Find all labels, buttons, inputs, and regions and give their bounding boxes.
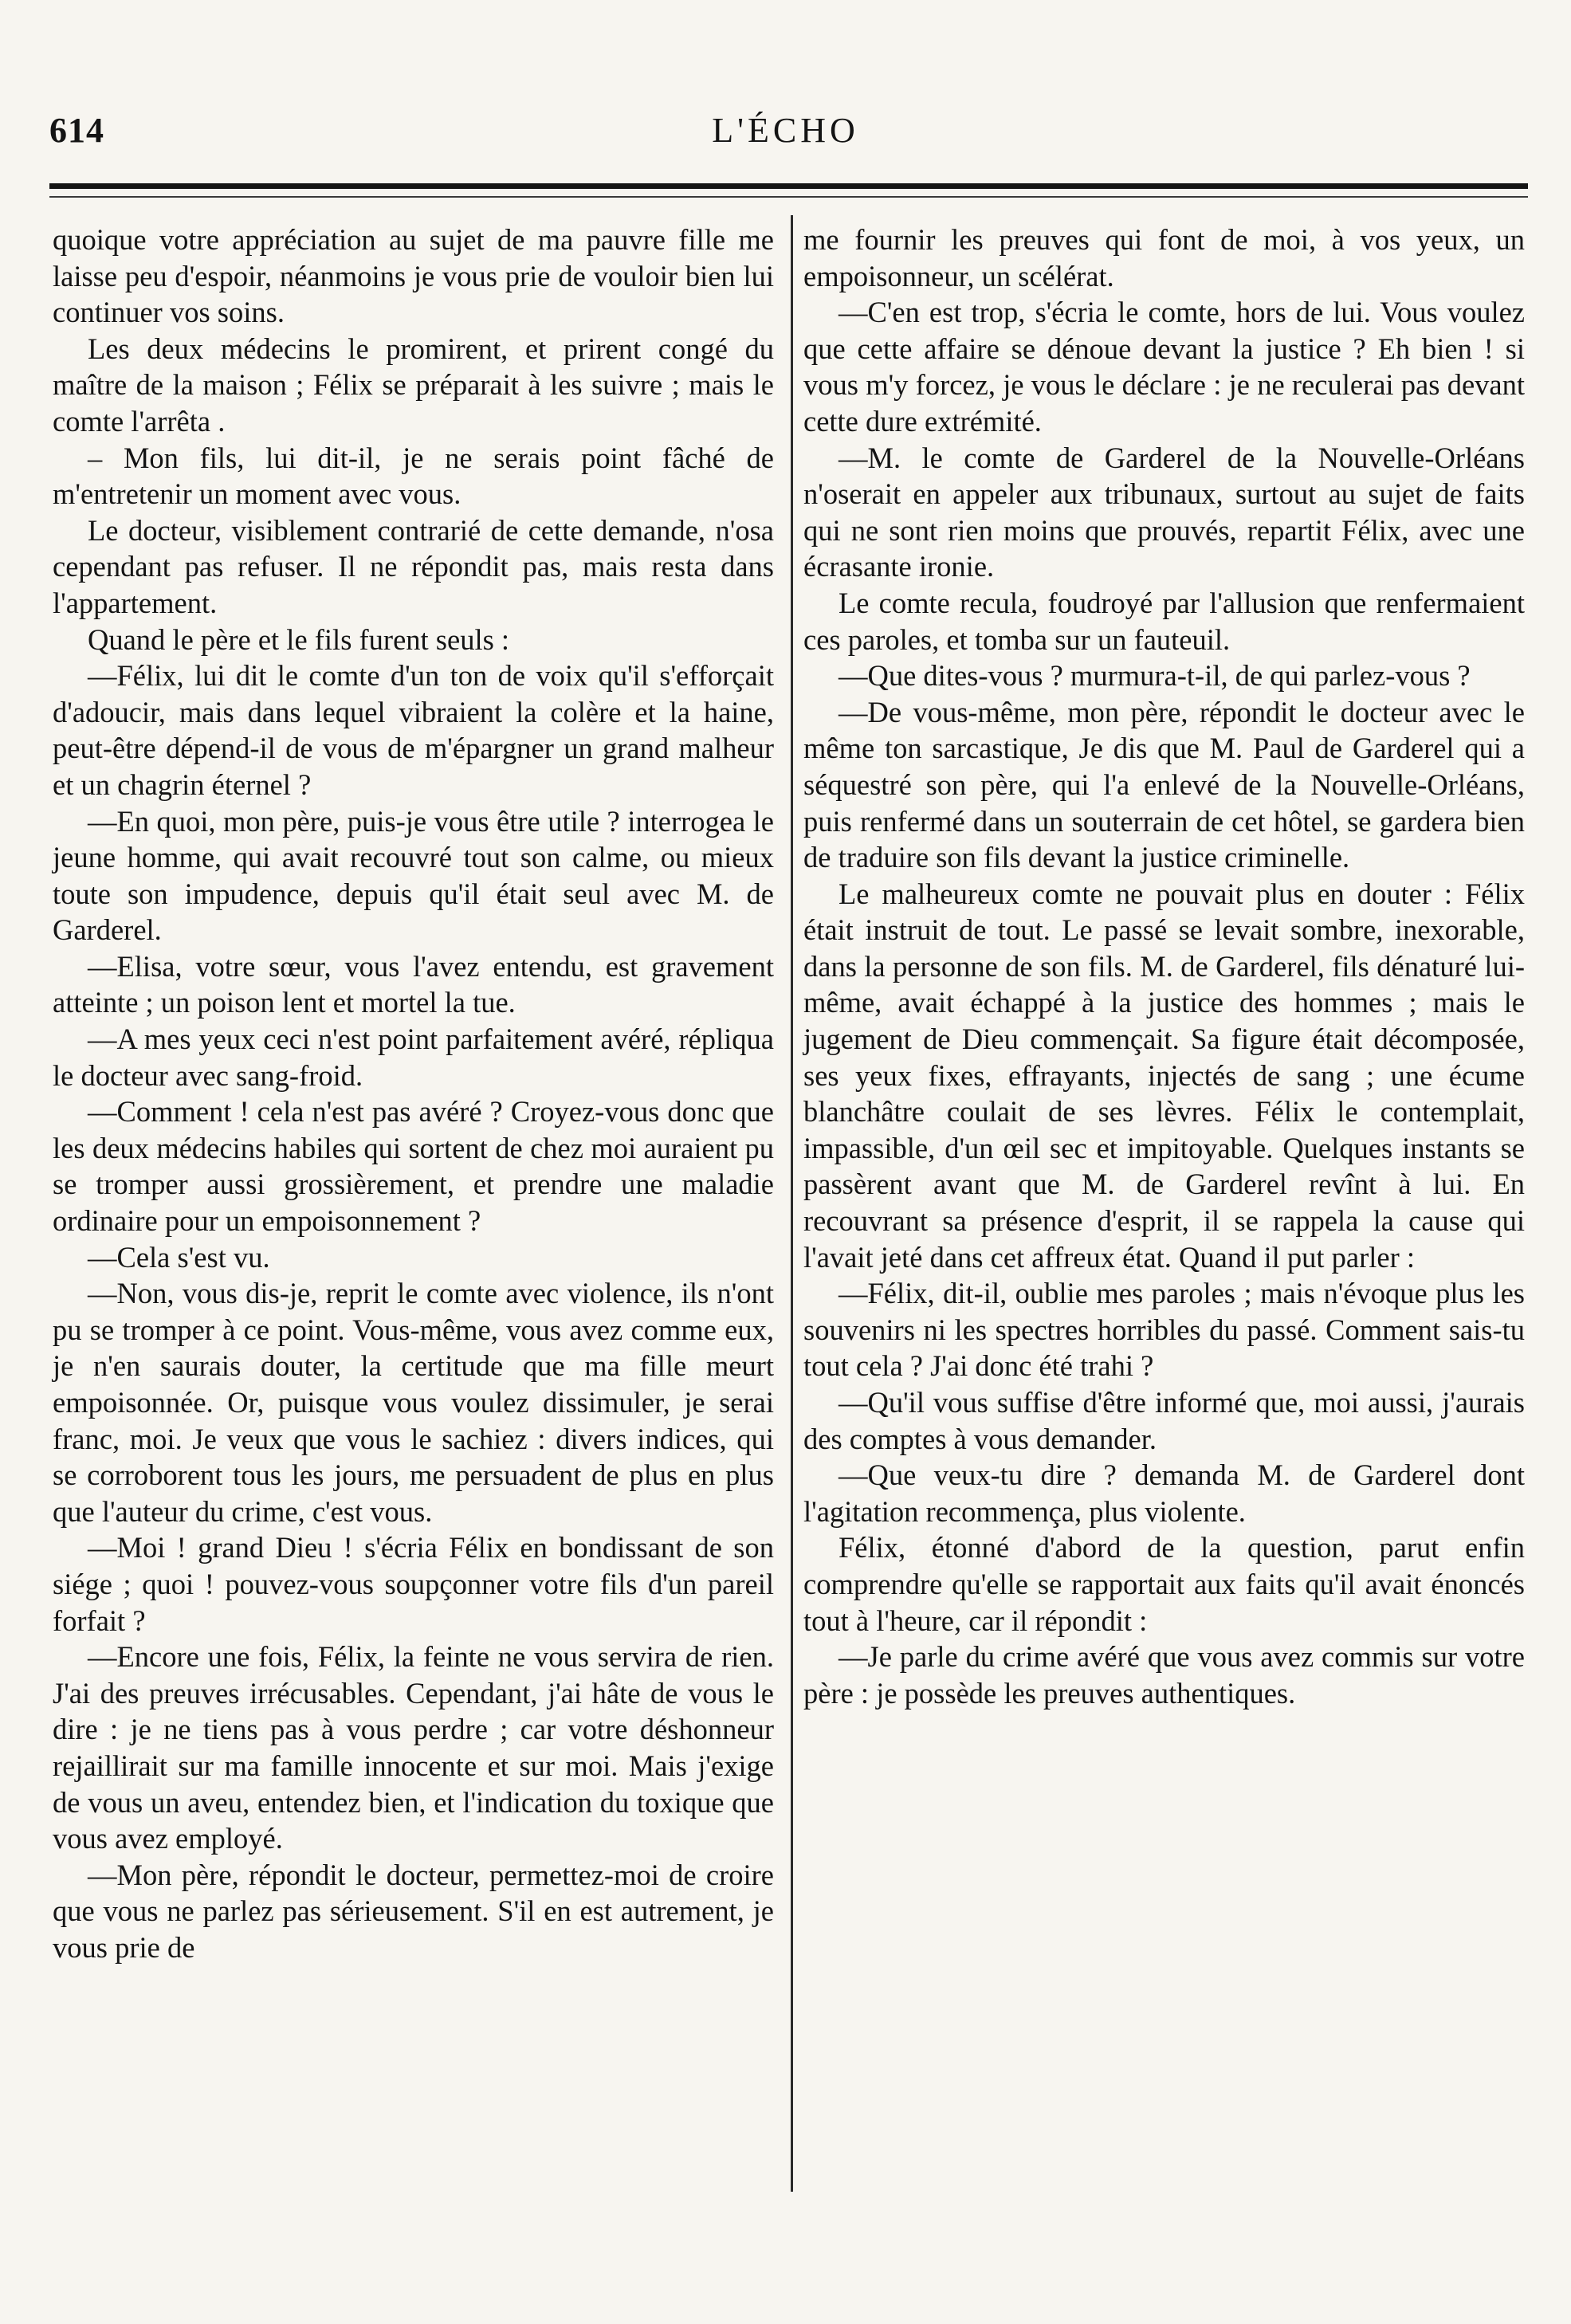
- paragraph: —Félix, dit-il, oublie mes paroles ; mais n'évoque plus les souvenirs ni les spectres horribles du passé. Comment sais-tu tout cela ? J'ai donc été trahi ?: [803, 1277, 1525, 1383]
- paragraph: —Qu'il vous suffise d'être informé que, moi aussi, j'aurais des comptes à vous demander.: [803, 1386, 1525, 1455]
- left-column: [53, 222, 774, 1966]
- paragraph: me fournir les preuves qui font de moi, à vos yeux, un empoisonneur, un scélérat.: [803, 223, 1525, 292]
- paragraph: —Mon père, répondit le docteur, permettez-moi de croire que vous ne parlez pas sérieusement. S'il en est autrement, je vous prie de: [53, 1858, 774, 1964]
- header-rule: [49, 183, 1528, 189]
- paragraph: —Cela s'est vu.: [88, 1240, 270, 1274]
- page-number: 614: [49, 111, 104, 150]
- paragraph: —Elisa, votre sœur, vous l'avez entendu, est gravement atteinte ; un poison lent et mortel la tue.: [53, 949, 774, 1019]
- paragraph: quoique votre appréciation au sujet de ma pauvre fille me laisse peu d'espoir, néanmoins je vous prie de vouloir bien lui continuer vos soins.: [53, 223, 774, 329]
- paragraph: —Je parle du crime avéré que vous avez commis sur votre père : je possède les preuves authentiques.: [803, 1640, 1525, 1710]
- paragraph: —Encore une fois, Félix, la feinte ne vous servira de rien. J'ai des preuves irrécusables. Cependant, j'ai hâte de vous le dire : je ne tiens pas à vous perdre ; car votre déshonneur rejaillirait sur ma famille innocente et sur moi. Mais j'exige de vous un aveu, entendez bien, et l'indication du toxique que vous avez employé.: [53, 1640, 774, 1855]
- paragraph: Quand le père et le fils furent seuls :: [88, 622, 510, 656]
- paragraph: Félix, étonné d'abord de la question, parut enfin comprendre qu'elle se rapportait aux faits qu'il avait énoncés tout à l'heure, car il répondit :: [803, 1531, 1525, 1637]
- paragraph: Le comte recula, foudroyé par l'allusion que renfermaient ces paroles, et tomba sur un fauteuil.: [803, 586, 1525, 656]
- paragraph: —A mes yeux ceci n'est point parfaitement avéré, répliqua le docteur avec sang-froid.: [53, 1023, 774, 1092]
- paragraph: —Non, vous dis-je, reprit le comte avec violence, ils n'ont pu se tromper à ce point. Vous-même, vous avez comme eux, je n'en saurais douter, la certitude que ma fille meurt empoisonnée. Or, puisque vous voulez dissimuler, je serai franc, moi. Je veux que vous le sachiez : divers indices, qui se corroborent tous les jours, me persuadent de plus en plus que l'auteur du crime, c'est vous.: [53, 1277, 774, 1528]
- paragraph: —Que veux-tu dire ? demanda M. de Garderel dont l'agitation recommença, plus violente.: [803, 1458, 1525, 1528]
- paragraph: —Que dites-vous ? murmura-t-il, de qui parlez-vous ?: [839, 659, 1471, 693]
- paragraph: —C'en est trop, s'écria le comte, hors de lui. Vous voulez que cette affaire se dénoue devant la justice ? Eh bien ! si vous m'y forcez, je vous le déclare : je ne reculerai pas devant cette dure extrémité.: [803, 296, 1525, 438]
- paragraph: —Comment ! cela n'est pas avéré ? Croyez-vous donc que les deux médecins habiles qui sortent de chez moi auraient pu se tromper aussi grossièrement, et prendre une maladie ordinaire pour un empoisonnement ?: [53, 1095, 774, 1238]
- paragraph: —Moi ! grand Dieu ! s'écria Félix en bondissant de son siége ; quoi ! pouvez-vous soupçonner votre fils d'un pareil forfait ?: [53, 1531, 774, 1637]
- paragraph: – Mon fils, lui dit-il, je ne serais point fâché de m'entretenir un moment avec vous.: [53, 441, 774, 511]
- column-divider: [791, 215, 793, 2192]
- paragraph: Les deux médecins le promirent, et prirent congé du maître de la maison ; Félix se préparait à les suivre ; mais le comte l'arrêta .: [53, 332, 774, 438]
- paragraph: —En quoi, mon père, puis-je vous être utile ? interrogea le jeune homme, qui avait recouvré tout son calme, ou mieux toute son impudence, depuis qu'il était seul avec M. de Garderel.: [53, 804, 774, 947]
- paragraph: —Félix, lui dit le comte d'un ton de voix qu'il s'efforçait d'adoucir, mais dans lequel vibraient la colère et la haine, peut-être dépend-il de vous de m'épargner un grand malheur et un chagrin éternel ?: [53, 659, 774, 801]
- paragraph: —M. le comte de Garderel de la Nouvelle-Orléans n'oserait en appeler aux tribunaux, surtout au sujet de faits qui ne sont rien moins que prouvés, repartit Félix, avec une écrasante ironie.: [803, 441, 1525, 583]
- right-column: [803, 222, 1525, 1711]
- paragraph: Le docteur, visiblement contrarié de cette demande, n'osa cependant pas refuser. Il ne répondit pas, mais resta dans l'appartement.: [53, 513, 774, 619]
- running-title: L'ÉCHO: [712, 111, 859, 150]
- paragraph: Le malheureux comte ne pouvait plus en douter : Félix était instruit de tout. Le passé se levait sombre, inexorable, dans la personne de son fils. M. de Garderel, fils dénaturé lui-même, avait échappé à la justice des hommes ; mais le jugement de Dieu commençait. Sa figure était décomposée, ses yeux fixes, effrayants, injectés de sang ; une écume blanchâtre coulait de ses lèvres. Félix le contemplait, impassible, d'un œil sec et impitoyable. Quelques instants se passèrent avant que M. de Garderel revînt à lui. En recouvrant sa présence d'esprit, il se rappela la cause qui l'avait jeté dans cet affreux état. Quand il put parler :: [803, 877, 1525, 1274]
- paragraph: —De vous-même, mon père, répondit le docteur avec le même ton sarcastique, Je dis que M. Paul de Garderel qui a séquestré son père, qui l'a enlevé de la Nouvelle-Orléans, puis renfermé dans un souterrain de cet hôtel, se gardera bien de traduire son fils devant la justice criminelle.: [803, 695, 1525, 874]
- header-rule-thin: [49, 196, 1528, 198]
